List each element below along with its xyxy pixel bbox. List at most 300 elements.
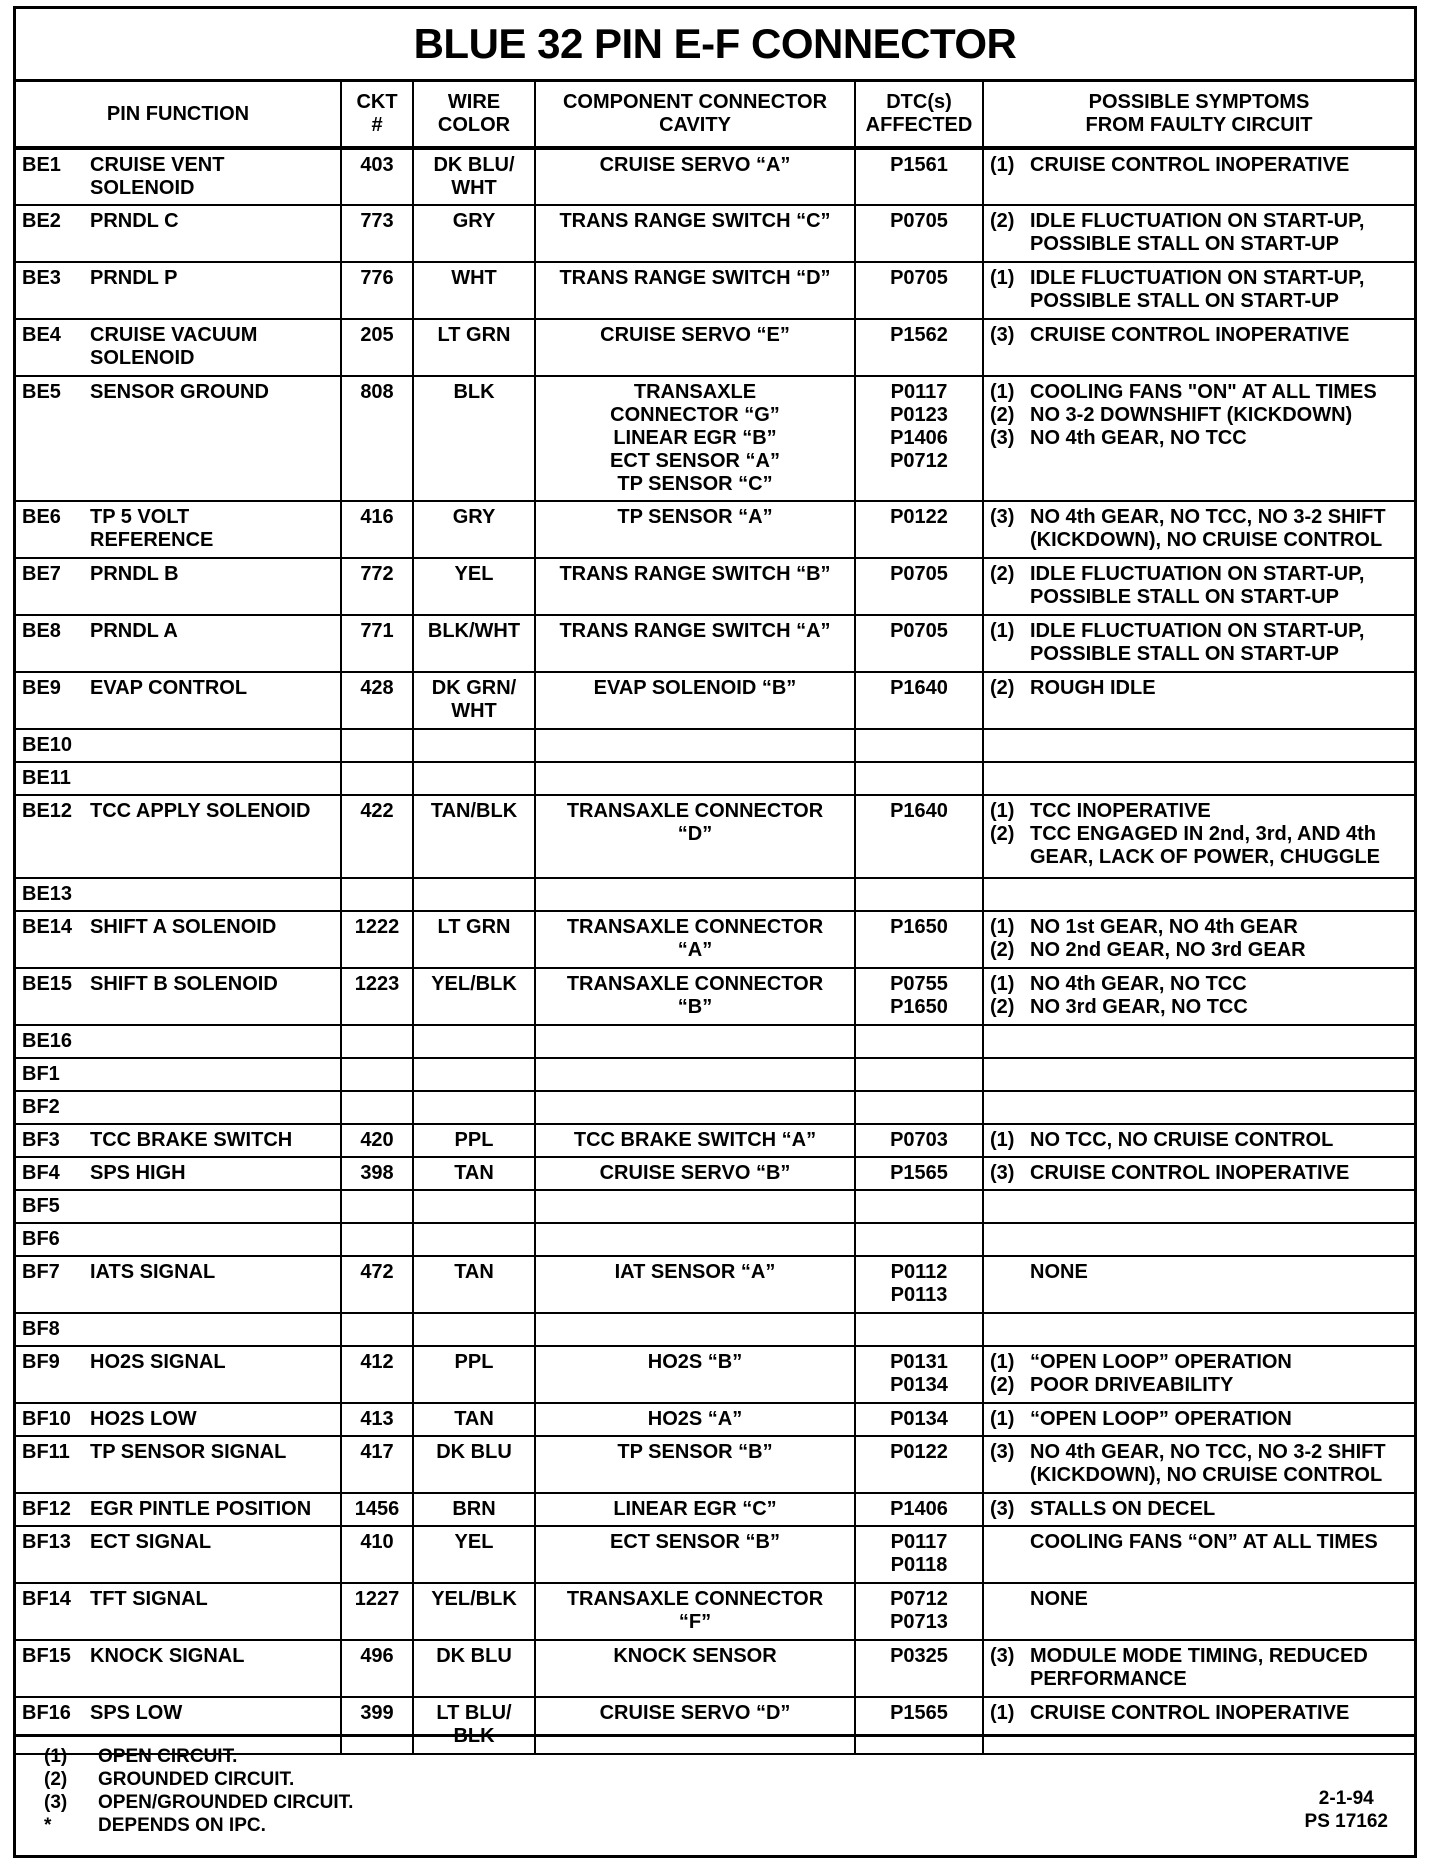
component-cavity-cell (535, 1526, 855, 1583)
table-row (16, 878, 1414, 911)
component-cavity-cell (535, 1346, 855, 1403)
wire-color-cell (413, 558, 535, 615)
dtc-affected: P0123 (890, 404, 948, 426)
wire-color-cell (413, 795, 535, 878)
dtc-affected-cell (855, 1436, 983, 1493)
wire-color: WHT (451, 177, 497, 199)
pin-function: SOLENOID (90, 177, 195, 199)
symptom-item (990, 1531, 1408, 1554)
symptoms-cell (983, 1091, 1414, 1124)
pin-function-cell (16, 1223, 341, 1256)
note-open: (1) OPEN CIRCUIT. (44, 1746, 238, 1767)
wire-color: WHT (451, 700, 497, 722)
pin-function-cell (16, 1403, 341, 1436)
table-row (16, 795, 1414, 878)
component-cavity: HO2S “B” (647, 1351, 743, 1373)
component-cavity: TRANSAXLE CONNECTOR (566, 916, 824, 938)
wire-color-cell (413, 501, 535, 558)
component-cavity-cell (535, 1223, 855, 1256)
wire-color: LT GRN (437, 916, 511, 938)
symptom-item (990, 1408, 1408, 1431)
symptoms-cell (983, 501, 1414, 558)
wire-color: GRY (452, 506, 496, 528)
symptom-text: POOR DRIVEABILITY (1030, 1374, 1234, 1396)
component-cavity-cell (535, 1190, 855, 1223)
component-cavity: TCC BRAKE SWITCH “A” (573, 1129, 817, 1151)
component-cavity: “A” (677, 939, 713, 961)
wire-color-cell (413, 968, 535, 1025)
pin-function-cell (16, 762, 341, 795)
circuit-number: 403 (341, 148, 413, 205)
wire-color: WHT (451, 267, 497, 289)
dtc-affected: P0705 (890, 620, 948, 642)
symptoms-cell (983, 1223, 1414, 1256)
table-row (16, 376, 1414, 501)
component-cavity-cell (535, 1058, 855, 1091)
dtc-affected: P0712 (890, 1588, 948, 1610)
pin-id: BE3 (22, 267, 61, 289)
pin-function-cell (16, 558, 341, 615)
symptom-code: (1) (990, 1408, 1015, 1430)
dtc-affected-cell (855, 1313, 983, 1346)
symptom-text: CRUISE CONTROL INOPERATIVE (1030, 1702, 1350, 1724)
symptom-text: NO 4th GEAR, NO TCC, NO 3-2 SHIFT (KICKDOWN), NO CRUISE CONTROL (1030, 506, 1386, 551)
pin-function-cell (16, 1526, 341, 1583)
symptom-text: NO 4th GEAR, NO TCC (1030, 973, 1247, 995)
circuit-number: 422 (341, 795, 413, 878)
wire-color: LT BLU/ (436, 1702, 512, 1724)
symptom-code: (2) (990, 939, 1015, 961)
symptom-code: (1) (990, 620, 1015, 642)
circuit-number: 772 (341, 558, 413, 615)
component-cavity-cell (535, 1583, 855, 1640)
dtc-affected-cell (855, 729, 983, 762)
symptoms-cell (983, 1436, 1414, 1493)
symptom-code: (2) (990, 677, 1015, 699)
circuit-number: 496 (341, 1640, 413, 1697)
symptoms-cell (983, 968, 1414, 1025)
circuit-number: 1227 (341, 1583, 413, 1640)
symptom-item (990, 1261, 1408, 1284)
wire-color-cell (413, 672, 535, 729)
table-row (16, 1493, 1414, 1526)
symptom-item (990, 1645, 1408, 1691)
circuit-number: 398 (341, 1157, 413, 1190)
component-cavity-cell (535, 1157, 855, 1190)
wire-color-cell (413, 376, 535, 501)
pin-function: PRNDL P (90, 267, 178, 289)
symptom-text: CRUISE CONTROL INOPERATIVE (1030, 1162, 1350, 1184)
symptom-text: TCC INOPERATIVE (1030, 800, 1211, 822)
header-dtc: DTC(s) AFFECTED (855, 82, 983, 148)
dtc-affected-cell (855, 1493, 983, 1526)
pin-table (16, 82, 1414, 1755)
component-cavity-cell (535, 205, 855, 262)
circuit-number: 1223 (341, 968, 413, 1025)
symptom-item (990, 563, 1408, 609)
circuit-number: 808 (341, 376, 413, 501)
circuit-number: 399 (341, 1697, 413, 1754)
symptoms-cell (983, 1157, 1414, 1190)
pin-id: BE8 (22, 620, 61, 642)
symptoms-cell (983, 262, 1414, 319)
pin-id: BF12 (22, 1498, 71, 1520)
symptom-text: NO 1st GEAR, NO 4th GEAR (1030, 916, 1298, 938)
wire-color-cell (413, 1223, 535, 1256)
circuit-number: 417 (341, 1436, 413, 1493)
pin-function-cell (16, 1583, 341, 1640)
symptoms-cell (983, 1025, 1414, 1058)
pin-function: SENSOR GROUND (90, 381, 269, 403)
wire-color: TAN (454, 1408, 494, 1430)
dtc-affected: P0122 (890, 1441, 948, 1463)
pin-id: BF7 (22, 1261, 60, 1283)
symptom-item (990, 154, 1408, 177)
dtc-affected: P0712 (890, 450, 948, 472)
pin-id: BE4 (22, 324, 61, 346)
component-cavity: LINEAR EGR “B” (613, 427, 777, 449)
circuit-number (341, 1091, 413, 1124)
symptom-text: “OPEN LOOP” OPERATION (1030, 1408, 1292, 1430)
wire-color-cell (413, 1091, 535, 1124)
symptom-text: IDLE FLUCTUATION ON START-UP, POSSIBLE STALL ON START-UP (1030, 620, 1365, 665)
document-number: PS 17162 (1304, 1811, 1388, 1832)
page-title: BLUE 32 PIN E-F CONNECTOR (16, 9, 1414, 82)
wire-color-cell (413, 1190, 535, 1223)
table-row (16, 1157, 1414, 1190)
wire-color-cell (413, 911, 535, 968)
component-cavity: CRUISE SERVO “D” (599, 1702, 791, 1724)
dtc-affected: P0713 (890, 1611, 948, 1633)
wire-color: TAN (454, 1162, 494, 1184)
symptom-item (990, 677, 1408, 700)
symptom-text: STALLS ON DECEL (1030, 1498, 1216, 1520)
component-cavity-cell (535, 1091, 855, 1124)
pin-function-cell (16, 1436, 341, 1493)
symptom-item (990, 939, 1408, 962)
pin-id: BF10 (22, 1408, 71, 1430)
circuit-number: 428 (341, 672, 413, 729)
symptom-text: CRUISE CONTROL INOPERATIVE (1030, 324, 1350, 346)
dtc-affected: P1561 (890, 154, 948, 176)
circuit-number (341, 729, 413, 762)
symptom-code: (1) (990, 267, 1015, 289)
component-cavity: TRANS RANGE SWITCH “B” (559, 563, 831, 585)
symptoms-cell (983, 148, 1414, 205)
dtc-affected-cell (855, 1583, 983, 1640)
symptom-code: (1) (990, 1351, 1015, 1373)
component-cavity-cell (535, 1313, 855, 1346)
footer-legend (16, 1734, 1414, 1855)
wire-color: YEL/BLK (431, 1588, 517, 1610)
wire-color: TAN (454, 1261, 494, 1283)
symptom-text: NO 4th GEAR, NO TCC (1030, 427, 1247, 449)
symptom-text: NONE (1030, 1588, 1088, 1610)
symptom-item (990, 404, 1408, 427)
symptom-item (990, 916, 1408, 939)
pin-function-cell (16, 1124, 341, 1157)
symptom-text: NONE (1030, 1261, 1088, 1283)
table-row (16, 262, 1414, 319)
symptom-item (990, 381, 1408, 404)
pin-id: BF14 (22, 1588, 71, 1610)
pin-id: BE2 (22, 210, 61, 232)
wire-color-cell (413, 729, 535, 762)
pin-id: BE6 (22, 506, 61, 528)
pin-function: KNOCK SIGNAL (90, 1645, 245, 1667)
pin-id: BE14 (22, 916, 73, 938)
symptoms-cell (983, 1256, 1414, 1313)
symptoms-cell (983, 911, 1414, 968)
symptom-text: NO 2nd GEAR, NO 3rd GEAR (1030, 939, 1306, 961)
table-row (16, 1025, 1414, 1058)
pin-function: PRNDL C (90, 210, 179, 232)
dtc-affected: P0325 (890, 1645, 948, 1667)
component-cavity: TRANSAXLE CONNECTOR (566, 1588, 824, 1610)
dtc-affected: P1640 (890, 677, 948, 699)
component-cavity: CONNECTOR “G” (610, 404, 780, 426)
symptoms-cell (983, 615, 1414, 672)
pin-function-cell (16, 1157, 341, 1190)
pin-function-cell (16, 501, 341, 558)
dtc-affected-cell (855, 1256, 983, 1313)
symptom-item (990, 427, 1408, 450)
symptom-code: (3) (990, 324, 1015, 346)
pin-function: IATS SIGNAL (90, 1261, 216, 1283)
symptoms-cell (983, 1124, 1414, 1157)
circuit-number: 1456 (341, 1493, 413, 1526)
wire-color: GRY (452, 210, 496, 232)
symptom-text: NO 3rd GEAR, NO TCC (1030, 996, 1248, 1018)
circuit-number (341, 1058, 413, 1091)
pin-id: BE12 (22, 800, 73, 822)
pin-function: SHIFT A SOLENOID (90, 916, 277, 938)
symptom-text: COOLING FANS “ON” AT ALL TIMES (1030, 1531, 1378, 1553)
component-cavity: TRANS RANGE SWITCH “C” (559, 210, 831, 232)
wire-color-cell (413, 1025, 535, 1058)
wire-color: PPL (454, 1351, 494, 1373)
symptom-code: (2) (990, 823, 1015, 845)
pin-function-cell (16, 672, 341, 729)
dtc-affected-cell (855, 1091, 983, 1124)
symptom-code: (1) (990, 154, 1015, 176)
header-pin-function: PIN FUNCTION (16, 82, 341, 148)
component-cavity: “F” (678, 1611, 712, 1633)
symptom-item (990, 1498, 1408, 1521)
pin-id: BF6 (22, 1228, 60, 1250)
symptoms-cell (983, 1583, 1414, 1640)
dtc-affected-cell (855, 878, 983, 911)
note-grounded: (2) GROUNDED CIRCUIT. (44, 1769, 295, 1790)
circuit-number (341, 1025, 413, 1058)
pin-function-cell (16, 729, 341, 762)
dtc-affected: P1565 (890, 1162, 948, 1184)
table-row (16, 205, 1414, 262)
wire-color-cell (413, 1124, 535, 1157)
circuit-number: 773 (341, 205, 413, 262)
component-cavity: IAT SENSOR “A” (614, 1261, 776, 1283)
symptom-text: IDLE FLUCTUATION ON START-UP, POSSIBLE STALL ON START-UP (1030, 563, 1365, 608)
symptom-item (990, 1162, 1408, 1185)
symptom-code: (3) (990, 1498, 1015, 1520)
dtc-affected-cell (855, 672, 983, 729)
dtc-affected-cell (855, 1124, 983, 1157)
symptom-code: (1) (990, 973, 1015, 995)
symptom-code: (2) (990, 210, 1015, 232)
pin-function: SPS HIGH (90, 1162, 186, 1184)
table-row (16, 729, 1414, 762)
symptom-code: (3) (990, 427, 1015, 449)
wire-color-cell (413, 1157, 535, 1190)
component-cavity-cell (535, 615, 855, 672)
dtc-affected: P1650 (890, 916, 948, 938)
dtc-affected: P0134 (890, 1374, 948, 1396)
symptom-code: (1) (990, 916, 1015, 938)
symptom-item (990, 1129, 1408, 1152)
component-cavity: HO2S “A” (647, 1408, 743, 1430)
wire-color: BLK (453, 381, 495, 403)
pin-function: CRUISE VENT (90, 154, 225, 176)
dtc-affected: P0112 (890, 1261, 948, 1283)
dtc-affected-cell (855, 1526, 983, 1583)
dtc-affected-cell (855, 1157, 983, 1190)
dtc-affected: P0705 (890, 267, 948, 289)
component-cavity: TP SENSOR “A” (617, 506, 773, 528)
pin-id: BF16 (22, 1702, 71, 1724)
dtc-affected-cell (855, 1640, 983, 1697)
dtc-affected-cell (855, 205, 983, 262)
wire-color-cell (413, 1640, 535, 1697)
symptom-code: (3) (990, 1441, 1015, 1463)
component-cavity-cell (535, 319, 855, 376)
circuit-number: 410 (341, 1526, 413, 1583)
symptom-item (990, 973, 1408, 996)
symptom-item (990, 1374, 1408, 1397)
table-row (16, 1526, 1414, 1583)
symptoms-cell (983, 729, 1414, 762)
wire-color-cell (413, 878, 535, 911)
symptom-code (990, 1531, 1030, 1554)
table-row (16, 1313, 1414, 1346)
component-cavity-cell (535, 148, 855, 205)
pin-id: BF8 (22, 1318, 60, 1340)
table-row (16, 1403, 1414, 1436)
pin-function-cell (16, 795, 341, 878)
circuit-number: 416 (341, 501, 413, 558)
symptom-code (990, 1261, 1030, 1284)
table-row (16, 672, 1414, 729)
pin-function: HO2S LOW (90, 1408, 197, 1430)
pin-function-cell (16, 262, 341, 319)
component-cavity: CRUISE SERVO “E” (600, 324, 790, 346)
wire-color-cell (413, 1058, 535, 1091)
symptom-text: NO 3-2 DOWNSHIFT (KICKDOWN) (1030, 404, 1353, 426)
dtc-affected-cell (855, 148, 983, 205)
wire-color: DK BLU/ (433, 154, 515, 176)
header-symptoms: POSSIBLE SYMPTOMS FROM FAULTY CIRCUIT (983, 82, 1414, 148)
pin-function: TCC APPLY SOLENOID (90, 800, 311, 822)
component-cavity: TRANS RANGE SWITCH “D” (559, 267, 831, 289)
document-stamp (1305, 1787, 1388, 1833)
pin-id: BF1 (22, 1063, 60, 1085)
note-ipc: * DEPENDS ON IPC. (44, 1815, 266, 1836)
wire-color-cell (413, 615, 535, 672)
dtc-affected-cell (855, 968, 983, 1025)
symptom-text: MODULE MODE TIMING, REDUCED PERFORMANCE (1030, 1645, 1368, 1690)
component-cavity: LINEAR EGR “C” (613, 1498, 777, 1520)
circuit-number: 771 (341, 615, 413, 672)
symptoms-cell (983, 1346, 1414, 1403)
symptom-text: CRUISE CONTROL INOPERATIVE (1030, 154, 1350, 176)
pin-function: HO2S SIGNAL (90, 1351, 226, 1373)
dtc-affected-cell (855, 1025, 983, 1058)
symptoms-cell (983, 1493, 1414, 1526)
component-cavity: TRANSAXLE CONNECTOR (566, 800, 824, 822)
dtc-affected-cell (855, 1346, 983, 1403)
circuit-number (341, 1223, 413, 1256)
wire-color: DK BLU (436, 1441, 512, 1463)
pin-function-cell (16, 376, 341, 501)
component-cavity-cell (535, 1436, 855, 1493)
symptom-item (990, 267, 1408, 313)
table-row (16, 558, 1414, 615)
pin-function-cell (16, 1346, 341, 1403)
pin-function-cell (16, 205, 341, 262)
circuit-number: 205 (341, 319, 413, 376)
pin-function-cell (16, 1640, 341, 1697)
wire-color-cell (413, 319, 535, 376)
wire-color: BRN (452, 1498, 496, 1520)
symptoms-cell (983, 1403, 1414, 1436)
dtc-affected: P1406 (890, 427, 948, 449)
circuit-number (341, 878, 413, 911)
table-row (16, 1640, 1414, 1697)
dtc-affected: P0703 (890, 1129, 948, 1151)
component-cavity-cell (535, 911, 855, 968)
pin-function-cell (16, 1190, 341, 1223)
dtc-affected: P1565 (890, 1702, 948, 1724)
pin-function-cell (16, 1256, 341, 1313)
symptom-item (990, 1441, 1408, 1487)
component-cavity: EVAP SOLENOID “B” (593, 677, 797, 699)
component-cavity-cell (535, 795, 855, 878)
symptom-text: IDLE FLUCTUATION ON START-UP, POSSIBLE STALL ON START-UP (1030, 210, 1365, 255)
pin-function: TP SENSOR SIGNAL (90, 1441, 287, 1463)
symptom-code: (2) (990, 1374, 1015, 1396)
wire-color-cell (413, 1493, 535, 1526)
pin-function: TFT SIGNAL (90, 1588, 208, 1610)
symptom-code: (3) (990, 1645, 1015, 1667)
symptom-item (990, 1702, 1408, 1725)
dtc-affected-cell (855, 1190, 983, 1223)
symptom-code (990, 1588, 1030, 1611)
wire-color: DK GRN/ (431, 677, 517, 699)
wire-color-cell (413, 262, 535, 319)
component-cavity-cell (535, 878, 855, 911)
symptoms-cell (983, 795, 1414, 878)
symptom-text: “OPEN LOOP” OPERATION (1030, 1351, 1292, 1373)
pin-id: BF15 (22, 1645, 71, 1667)
table-row (16, 911, 1414, 968)
wire-color-cell (413, 762, 535, 795)
component-cavity-cell (535, 1403, 855, 1436)
component-cavity-cell (535, 1640, 855, 1697)
dtc-affected: P1406 (890, 1498, 948, 1520)
dtc-affected-cell (855, 319, 983, 376)
component-cavity-cell (535, 968, 855, 1025)
table-row (16, 1190, 1414, 1223)
dtc-affected-cell (855, 1223, 983, 1256)
